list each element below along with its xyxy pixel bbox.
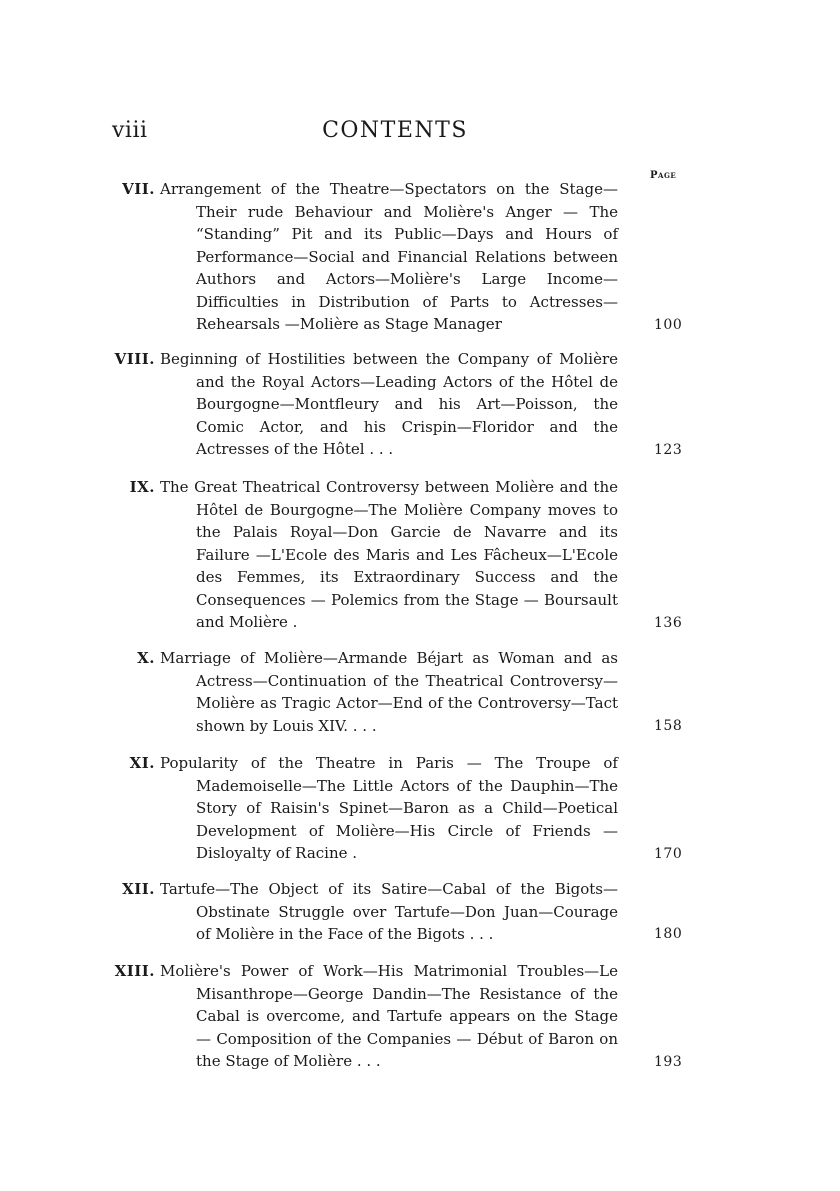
page-column-label: Page [650, 170, 677, 181]
chapter-numeral: XI. [129, 754, 155, 772]
chapter-numeral: IX. [129, 478, 155, 496]
chapter-summary: Molière's Power of Work—His Matrimonial Troubles—Le Misanthrope—George Dandin—The Resistance of the Cabal is overcome, and Tartufe appears on the Stage — Composition of the Companies — Début of Baron on the Stage of Molière . . . [160, 962, 618, 1070]
chapter-page-ref: 170 [654, 846, 683, 862]
chapter-numeral: XIII. [114, 962, 155, 980]
chapter-numeral: VII. [122, 180, 155, 198]
chapter-summary: Popularity of the Theatre in Paris — The Troupe of Mademoiselle—The Little Actors of the Dauphin—The Story of Raisin's Spinet—Baron as a Child—Poetical Development of Molière—His Circle of Friends — Disloyalty of Racine . [160, 754, 618, 862]
chapter-summary: Marriage of Molière—Armande Béjart as Woman and as Actress—Continuation of the Theatrical Controversy—Molière as Tragic Actor—End of the Controversy—Tact shown by Louis XIV. . . . [160, 649, 618, 735]
chapter-page-ref: 180 [654, 926, 683, 942]
page-number: viii [112, 118, 148, 143]
chapter-page-ref: 100 [654, 317, 683, 333]
chapter-numeral: VIII. [114, 350, 155, 368]
chapter-page-ref: 123 [654, 442, 683, 458]
chapter-numeral: XII. [122, 880, 155, 898]
chapter-numeral: X. [137, 649, 155, 667]
chapter-summary: The Great Theatrical Controversy between Molière and the Hôtel de Bourgogne—The Molière Company moves to the Palais Royal—Don Garcie de Navarre and its Failure —L'Ecole des Maris and Les Fâcheux—L'Ecole des Femmes, its Extraordinary Success and the Consequences — Polemics from the Stage — Boursault and Molière . [160, 478, 618, 631]
chapter-page-ref: 136 [654, 615, 683, 631]
chapter-summary: Beginning of Hostilities between the Company of Molière and the Royal Actors—Leading Actors of the Hôtel de Bourgogne—Montfleury and his Art—Poisson, the Comic Actor, and his Crispin—Floridor and the Actresses of the Hôtel . . . [160, 350, 618, 458]
chapter-summary: Arrangement of the Theatre—Spectators on the Stage—Their rude Behaviour and Molière's Anger — The “Standing” Pit and its Public—Days and Hours of Performance—Social and Financial Relations between Authors and Actors—Molière's Large Income—Difficulties in Distribution of Parts to Actresses—Rehearsals —Molière as Stage Manager [160, 180, 618, 333]
chapter-page-ref: 193 [654, 1054, 683, 1070]
chapter-summary: Tartufe—The Object of its Satire—Cabal of the Bigots—Obstinate Struggle over Tartufe—Don Juan—Courage of Molière in the Face of the Bigots . . . [160, 880, 618, 943]
chapter-page-ref: 158 [654, 718, 683, 734]
page-title: CONTENTS [322, 118, 468, 143]
